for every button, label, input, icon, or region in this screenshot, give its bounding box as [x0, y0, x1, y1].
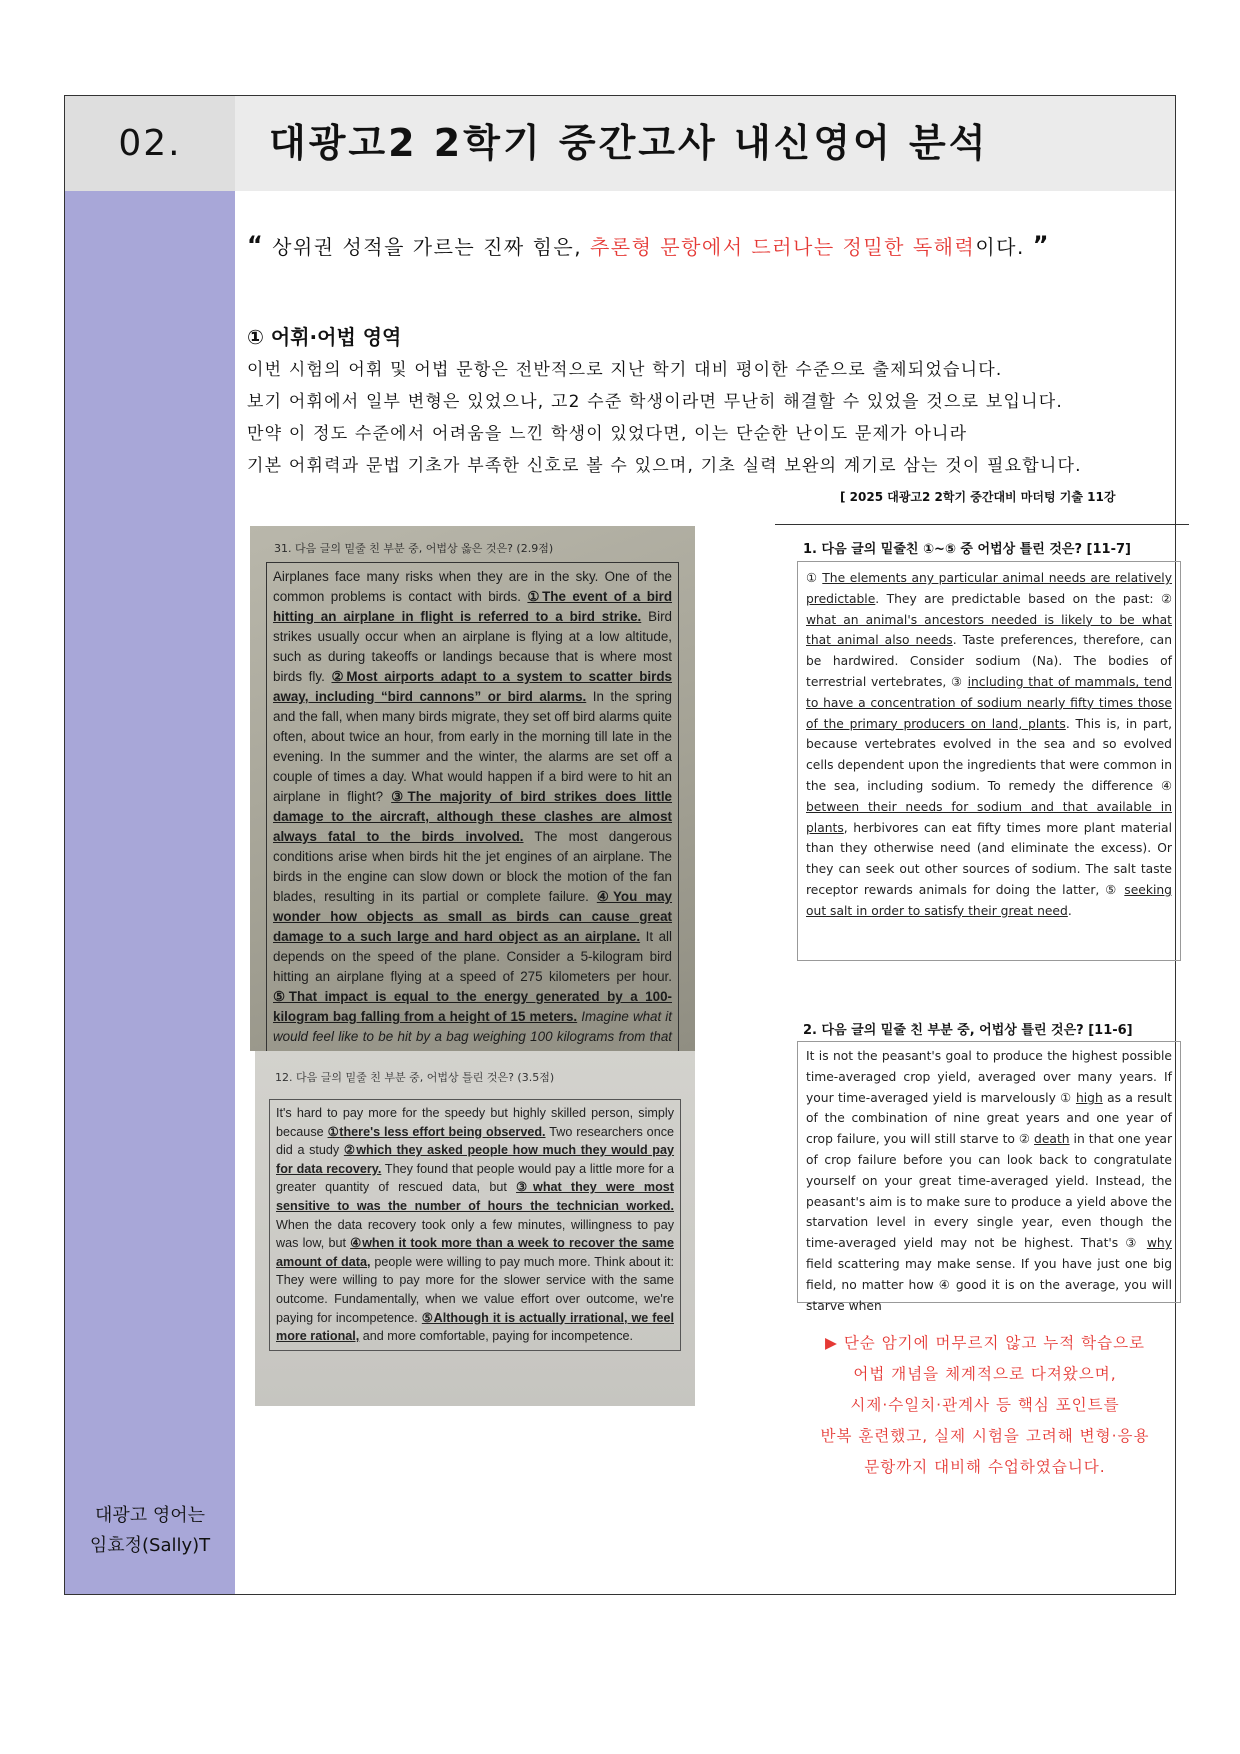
passage-text: . Taste preferences, therefore, can be hardwired. Consider sodium (Na). The bodies of terrestrial vertebrates, [806, 633, 1172, 689]
scan1-text: Bird strikes usually occur when an airplane is flying at a low altitude, such as during takeoffs or landings because that is where most birds fly. [273, 609, 672, 684]
exam-scan-photo-2 [255, 1051, 695, 1406]
underlined-span: The elements any particular animal needs are relatively predictable [806, 571, 1172, 606]
marker: ④ [1160, 778, 1172, 793]
underlined-span: what an animal's ancestors needed is likely to be what that animal also needs [806, 612, 1172, 648]
exam-scan-photo-1 [250, 526, 695, 1051]
note-line: ▶ 단순 암기에 머무르지 않고 누적 학습으로 [824, 1334, 1146, 1352]
question-2-title: 2. 다음 글의 밑줄 친 부분 중, 어법상 틀린 것은? [11-6] [803, 1023, 1133, 1038]
question-1-passage [797, 561, 1181, 961]
marker: ④ [938, 1277, 951, 1292]
scan2-underlined: ③what they were most sensitive to was the number of hours the technician worked. [276, 1180, 674, 1213]
marker: ① [1060, 1090, 1072, 1105]
underlined-span: why [1146, 1236, 1172, 1251]
scan1-underlined: ⑤That impact is equal to the energy generated by a 100-kilogram bag falling from a height of 15 meters. [273, 989, 672, 1024]
scan2-question: 12. 다음 글의 밑줄 친 부분 중, 어법상 틀린 것은? (3.5점) [275, 1071, 555, 1084]
underlined-span: seeking out salt in order to satisfy their great need [806, 882, 1172, 918]
underlined-span: death [1034, 1132, 1070, 1147]
sidebar-note-line1: 대광고 영어는 [94, 1505, 206, 1526]
teaching-notes [775, 1328, 1195, 1483]
marker: ⑤ [1105, 882, 1119, 897]
scan1-underlined: ③The majority of bird strikes does little damage to the aircraft, although these clashes are almost always fatal to the birds involved. [273, 789, 672, 844]
underlined-span: high [1075, 1090, 1103, 1105]
scan1-text: In the spring and the fall, when many birds migrate, they set off bird alarms quite often, about twice an hour, from early in the morning till late in the evening. In the summer and the winter, the alarms are set off a couple of times a day. What would happen if a bird were to hit an airplane in flight? [273, 689, 672, 804]
passage-text: field scattering may make sense. If you have just one big field, no matter how [806, 1256, 1172, 1292]
marker: ③ [1125, 1236, 1140, 1251]
question-2-passage [797, 1041, 1181, 1313]
scan1-text: Airplanes face many risks when they are in the sky. One of the common problems is contact with birds. [273, 569, 672, 604]
passage-text: . [1067, 903, 1072, 918]
sidebar-note [65, 1501, 235, 1561]
scan2-text: It's hard to pay more for the speedy but highly skilled person, simply because [276, 1106, 674, 1139]
marker: ① [806, 571, 818, 585]
main-content [235, 191, 1175, 1594]
passage-text: good it is on the average, you will starve when [806, 1277, 1173, 1313]
quote-open: “ [247, 231, 265, 259]
passage-text: . This is, in part, because vertebrates evolved in the sea and so evolved cells dependent upon the ingredients that were common in the sea, including sodium. To remedy the difference [806, 716, 1173, 793]
scan2-underlined: ②which they asked people how much they would pay for data recovery. [276, 1143, 674, 1176]
scan2-text: people were willing to pay much more. Think about it: They were willing to pay more for the slower service with the same outcome. Fundamentally, when we value effort over outcome, we're paying for incompetence. [276, 1254, 675, 1325]
scan1-passage [266, 562, 679, 1072]
page-frame [64, 95, 1176, 1595]
scan2-underlined: ①there's less effort being observed. [327, 1124, 546, 1139]
headline-quote [247, 231, 1050, 260]
quote-highlight: 추론형 문항에서 드러나는 정밀한 독해력 [589, 235, 976, 259]
passage-text: It is not the peasant's goal to produce the highest possible time-averaged crop yield, averaged over many years. If your time-averaged yield is marvelously [806, 1049, 1172, 1105]
note-line: 반복 훈련했고, 실제 시험을 고려해 변형·응용 [820, 1427, 1150, 1445]
quote-close: ” [1032, 231, 1050, 259]
passage-text: , herbivores can eat fifty times more plant material than they otherwise need (and eliminate the excess). Or they can seek out other sources of sodium. The salt taste receptor rewards animals for doing the latter, [806, 820, 1172, 897]
section-heading: ① 어휘·어법 영역 [247, 325, 402, 349]
paragraph-line: 기본 어휘력과 문법 기초가 부족한 신호로 볼 수 있으며, 기초 실력 보완의 계기로 삼는 것이 필요합니다. [247, 456, 1082, 476]
passage-text: . They are predictable based on the past: [875, 591, 1161, 606]
note-line: 시제·수일치·관계사 등 핵심 포인트를 [850, 1396, 1120, 1414]
paragraph-line: 이번 시험의 어휘 및 어법 문항은 전반적으로 지난 학기 대비 평이한 수준으로 출제되었습니다. [247, 360, 1003, 380]
underlined-span: including that of mammals, tend to have a concentration of sodium nearly fifty times those of the primary producers on land, plants [806, 674, 1172, 731]
scan2-text: They found that people would pay a little more for a greater quantity of rescued data, but [276, 1161, 674, 1195]
passage-text: in that one year of crop failure before you can look back to congratulate yourself on your great time-averaged yield. Instead, the peasant's aim is to make sure to produce a yield above the starvation level in every single year, even though the time-averaged yield may not be highest. That's [806, 1132, 1173, 1251]
paragraph-line: 만약 이 정도 수준에서 어려움을 느낀 학생이 있었다면, 이는 단순한 난이도 문제가 아니라 [247, 424, 968, 444]
marker: ② [1160, 591, 1172, 606]
note-line: 문항까지 대비해 수업하였습니다. [864, 1458, 1106, 1476]
caption-divider [775, 524, 1189, 525]
passage-text: as a result of the combination of nine great years and one year of crop failure, you will still starve to [806, 1090, 1172, 1147]
sidebar-note-line2: 임효정(Sally)T [89, 1535, 211, 1556]
scan2-text: and more comfortable, paying for incompetence. [362, 1329, 633, 1344]
paragraph-line: 보기 어휘에서 일부 변형은 있었으나, 고2 수준 학생이라면 무난히 해결할 수 있었을 것으로 보입니다. [247, 392, 1063, 412]
scan1-underlined: ②Most airports adapt to a system to scatter birds away, including “bird cannons” or bird alarms. [273, 669, 672, 704]
quote-text-after: 이다. [975, 235, 1025, 259]
underlined-span: between their needs for sodium and that available in plants [806, 799, 1172, 835]
marker: ③ [951, 674, 963, 689]
scan2-passage [269, 1099, 681, 1351]
question-1-title: 1. 다음 글의 밑줄친 ①~⑤ 중 어법상 틀린 것은? [11-7] [803, 542, 1131, 557]
section-paragraph [247, 354, 1167, 482]
note-line: 어법 개념을 체계적으로 다져왔으며, [853, 1365, 1117, 1383]
source-caption: [ 2025 대광고2 2학기 중간대비 마더텅 기출 11강 [840, 490, 1116, 504]
scan1-text: The most dangerous conditions arise when birds hit the jet engines of an airplane. The birds in the engine can slow down or block the motion of the fan blades, resulting in its partial or complete failure. [273, 829, 672, 904]
scan1-underlined: ①The event of a bird hitting an airplane in flight is referred to a bird strike. [273, 589, 672, 624]
scan1-underlined: ④You may wonder how objects as small as birds can cause great damage to a such large and hard object as an airplane. [273, 889, 672, 944]
page-title: 대광고2 2학기 중간고사 내신영어 분석 [235, 96, 1175, 191]
scan2-underlined: ④when it took more than a week to recover the same amount of data, [276, 1236, 674, 1269]
scan1-text: It all depends on the speed of the plane. Consider a 5-kilogram bird hitting an airplane flying at a speed of 275 kilometers per hour. [273, 929, 672, 984]
scan1-text: Imagine what it would feel like to be hit by a bag weighing 100 kilograms from that [273, 1009, 672, 1044]
scan2-text: When the data recovery took only a few minutes, willingness to pay was low, but [276, 1217, 674, 1251]
scan2-text: Two researchers once did a study [276, 1124, 674, 1158]
sidebar [65, 191, 235, 1594]
quote-text-before: 상위권 성적을 가르는 진짜 힘은, [272, 235, 590, 259]
scan1-question: 31. 다음 글의 밑줄 친 부분 중, 어법상 옳은 것은? (2.9점) [274, 542, 554, 555]
section-number: 02. [65, 96, 235, 191]
scan2-underlined: ⑤Although it is actually irrational, we feel more rational, [276, 1310, 674, 1344]
marker: ② [1018, 1132, 1031, 1147]
